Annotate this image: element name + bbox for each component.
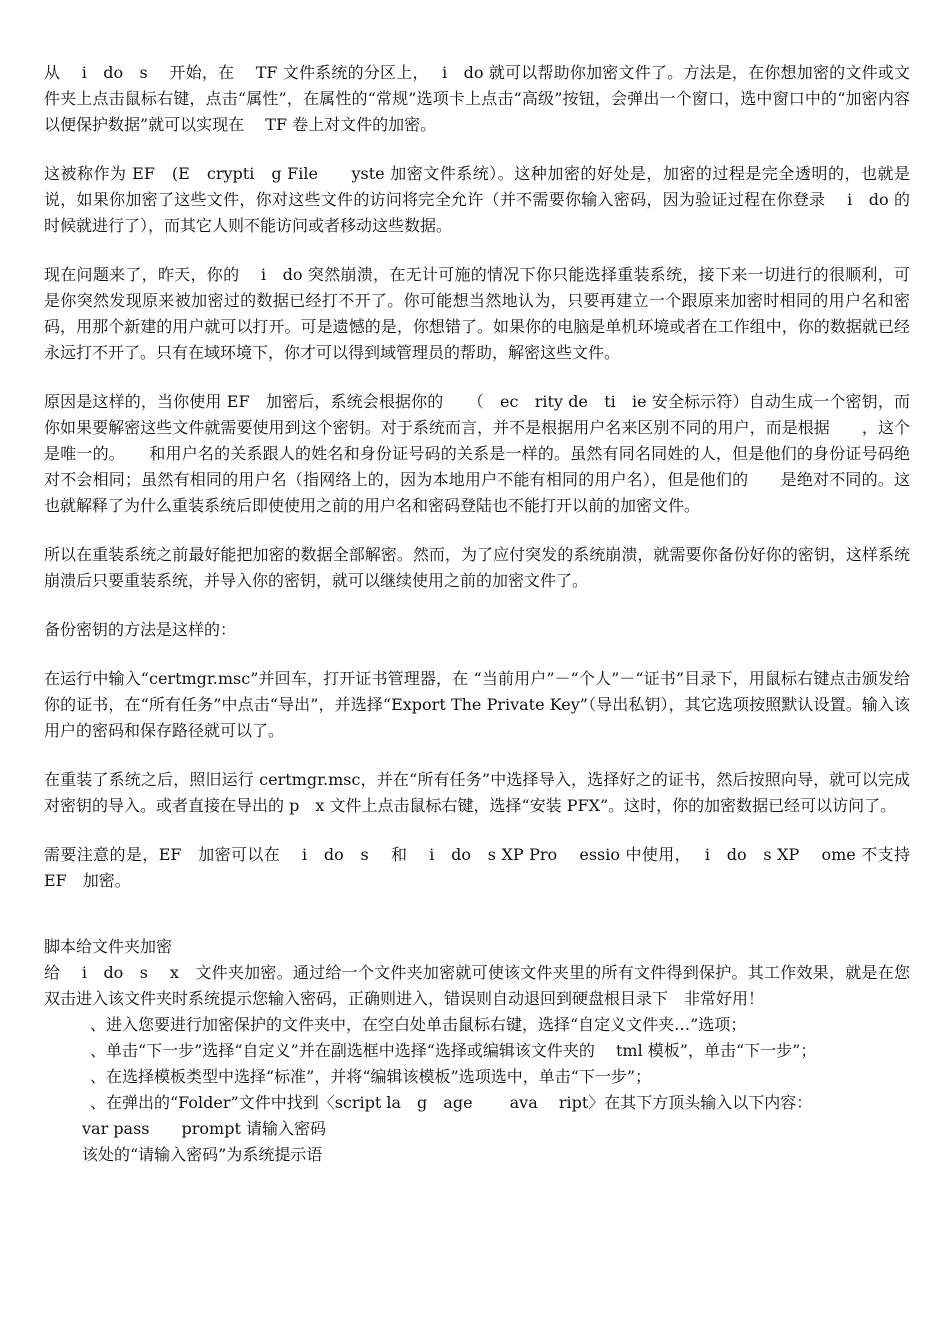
section-intro: 给 i do s x 文件夹加密。通过给一个文件夹加密就可使该文件夹里的所有文件得到保护。其工作效果，就是在您双击进入该文件夹时系统提示您输入密码，正确则进入，错误则自动退回到硬盘根目录下 非常好用！ <box>44 963 910 1008</box>
paragraph-backup-advice: 所以在重装系统之前最好能把加密的数据全部解密。然而，为了应付突发的系统崩溃，就需要你备份好你的密钥，这样系统崩溃后只要重装系统，并导入你的密钥，就可以继续使用之前的加密文件了。 <box>44 545 910 590</box>
document-page <box>44 60 943 1168</box>
paragraph-note: 需要注意的是，EF 加密可以在 i do s 和 i do s XP Pro essio 中使用， i do s XP ome 不支持 EF 加密。 <box>44 845 916 890</box>
paragraph-intro: 从 i do s 开始，在 TF 文件系统的分区上， i do 就可以帮助你加密文件了。方法是，在你想加密的文件或文件夹上点击鼠标右键，点击“属性”，在属性的“常规”选项卡上点击“高级”按钮，会弹出一个窗口，选中窗口中的“加密内容以便保护数据”就可以实现在 TF 卷上对文件的加密。 <box>44 63 910 134</box>
paragraph-problem: 现在问题来了，昨天，你的 i do 突然崩溃，在无计可施的情况下你只能选择重装系统，接下来一切进行的很顺利，可是你突然发现原来被加密过的数据已经打不开了。你可能想当然地认为，只要再建立一个跟原来加密时相同的用户名和密码，用那个新建的用户就可以打开。可是遗憾的是，你想错了。如果你的电脑是单机环境或者在工作组中，你的数据就已经永远打不开了。只有在域环境下，你才可以得到域管理员的帮助，解密这些文件。 <box>44 265 910 362</box>
code-line: var pass prompt 请输入密码 <box>82 1119 326 1138</box>
paragraph-backup-method: 备份密钥的方法是这样的： <box>44 620 237 639</box>
paragraph-reason: 原因是这样的，当你使用 EF 加密后，系统会根据你的 （ ec rity de ti ie 安全标示符）自动生成一个密钥，而你如果要解密这些文件就需要使用到这个密钥。对于系统而言，并不是根据用户名来区别不同的用户，而是根据 ，这个 是唯一的。 和用户名的关系跟人的姓名和身份证号码的关系是一样的。虽然有同名同姓的人，但是他们的身份证号码绝对不会相同；虽然有相同的用户名（指网络上的，因为本地用户不能有相同的用户名），但是他们的 是绝对不同的。这也就解释了为什么重装系统后即使使用之前的用户名和密码登陆也不能打开以前的加密文件。 <box>44 392 943 515</box>
paragraph-export-steps: 在运行中输入“certmgr.msc”并回车，打开证书管理器，在 “当前用户”－“个人”－“证书”目录下，用鼠标右键点击颁发给你的证书，在“所有任务”中点击“导出”，并选择“Export The Private Key”（导出私钥），其它选项按照默认设置。输入该用户的密码和保存路径就可以了。 <box>44 669 910 740</box>
step-item: 、单击“下一步”选择“自定义”并在副选框中选择“选择或编辑该文件夹的 tml 模板”，单击“下一步”； <box>90 1041 817 1060</box>
paragraph-import-steps: 在重装了系统之后，照旧运行 certmgr.msc，并在“所有任务”中选择导入，选择好之的证书，然后按照向导，就可以完成对密钥的导入。或者直接在导出的 p x 文件上点击鼠标右键，选择“安装 PFX”。这时，你的加密数据已经可以访问了。 <box>44 770 910 815</box>
code-note: 该处的“请输入密码”为系统提示语 <box>82 1145 323 1164</box>
step-item: 、进入您要进行加密保护的文件夹中，在空白处单击鼠标右键，选择“自定义文件夹…”选项； <box>90 1015 747 1034</box>
step-item: 、在选择模板类型中选择“标准”，并将“编辑该模板”选项选中，单击“下一步”； <box>90 1067 652 1086</box>
step-item: 、在弹出的“Folder”文件中找到〈script la g age ava ript〉在其下方顶头输入以下内容： <box>90 1093 813 1112</box>
section-title: 脚本给文件夹加密 <box>44 937 173 956</box>
paragraph-efs: 这被称作为 EF (E crypti g File yste 加密文件系统）。这种加密的好处是，加密的过程是完全透明的，也就是说，如果你加密了这些文件，你对这些文件的访问将完全允许（并不需要你输入密码，因为验证过程在你登录 i do 的时候就进行了），而其它人则不能访问或者移动这些数据。 <box>44 164 910 235</box>
